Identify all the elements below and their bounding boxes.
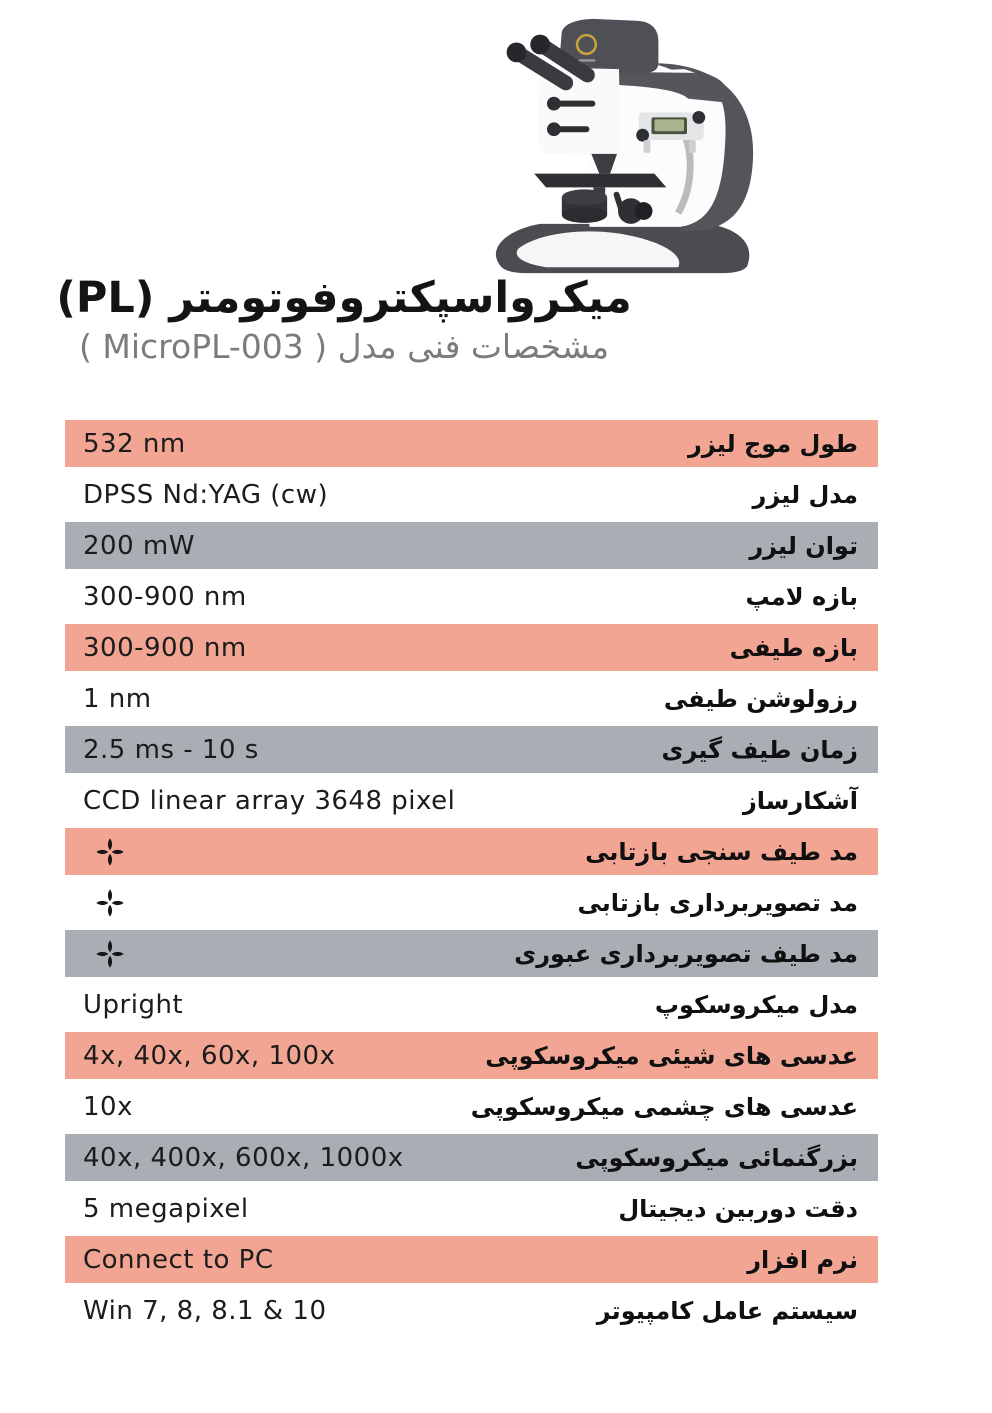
spec-row bbox=[65, 420, 878, 467]
spec-row bbox=[65, 522, 878, 569]
page-subtitle: مشخصات فنی مدل ( MicroPL-003 ) bbox=[79, 327, 609, 367]
spec-value: 4x, 40x, 60x, 100x bbox=[83, 1040, 336, 1071]
spec-label: سیستم عامل کامپیوتر bbox=[596, 1296, 858, 1325]
spec-value: 300-900 nm bbox=[83, 581, 247, 612]
spec-label: زمان طیف گیری bbox=[661, 735, 858, 764]
spec-row bbox=[65, 1032, 878, 1079]
spec-value: DPSS Nd:YAG (cw) bbox=[83, 479, 329, 510]
spec-label: طول موج لیزر bbox=[688, 429, 858, 458]
spec-value: 200 mW bbox=[83, 530, 195, 561]
spec-row bbox=[65, 879, 878, 926]
spec-label: رزولوشن طیفی bbox=[663, 684, 858, 713]
spec-label: نرم افزار bbox=[747, 1245, 858, 1274]
spec-value bbox=[65, 888, 125, 918]
spec-row bbox=[65, 1083, 878, 1130]
spec-row bbox=[65, 624, 878, 671]
spec-value: 2.5 ms - 10 s bbox=[83, 734, 259, 765]
spec-label: بزرگنمائی میکروسکوپی bbox=[575, 1143, 858, 1172]
spec-label: آشکارساز bbox=[742, 786, 858, 815]
spec-row bbox=[65, 573, 878, 620]
spec-label: مد تصویربرداری بازتابی bbox=[577, 888, 858, 917]
spec-value: 300-900 nm bbox=[83, 632, 247, 663]
spec-row bbox=[65, 726, 878, 773]
spec-value: Upright bbox=[83, 989, 184, 1020]
spec-value: 1 nm bbox=[83, 683, 152, 714]
spec-value bbox=[65, 939, 125, 969]
spec-label: دقت دوربین دیجیتال bbox=[618, 1194, 858, 1223]
spec-value: 40x, 400x, 600x, 1000x bbox=[83, 1142, 404, 1173]
stage bbox=[534, 174, 666, 188]
spec-label: توان لیزر bbox=[749, 531, 858, 560]
page-title: میکرواسپکتروفوتومتر (PL) bbox=[56, 273, 632, 323]
microscope-image bbox=[443, 8, 791, 284]
spec-value: Win 7, 8, 8.1 & 10 bbox=[83, 1295, 327, 1326]
four-petal-asterisk-icon bbox=[95, 888, 125, 918]
spec-label: مد طیف سنجی بازتابی bbox=[585, 837, 858, 866]
four-petal-asterisk-icon bbox=[95, 939, 125, 969]
spec-value: Connect to PC bbox=[83, 1244, 274, 1275]
spec-label: مد طیف تصویربرداری عبوری bbox=[514, 939, 858, 968]
spec-value: 532 nm bbox=[83, 428, 186, 459]
spec-row bbox=[65, 471, 878, 518]
spec-row bbox=[65, 1287, 878, 1334]
spec-table bbox=[65, 420, 878, 1338]
spec-row bbox=[65, 777, 878, 824]
spec-value bbox=[65, 837, 125, 867]
spec-label: عدسی های چشمی میکروسکوپی bbox=[470, 1092, 858, 1121]
spec-label: بازه طیفی bbox=[729, 633, 858, 662]
spec-label: مدل لیزر bbox=[752, 480, 858, 509]
spec-value: 5 megapixel bbox=[83, 1193, 249, 1224]
spec-row bbox=[65, 828, 878, 875]
spec-label: عدسی های شیئی میکروسکوپی bbox=[485, 1041, 858, 1070]
spec-row bbox=[65, 1185, 878, 1232]
spec-row bbox=[65, 930, 878, 977]
spec-label: مدل میکروسکوپ bbox=[654, 990, 858, 1019]
spec-value: CCD linear array 3648 pixel bbox=[83, 785, 456, 816]
spec-row bbox=[65, 675, 878, 722]
spec-row bbox=[65, 981, 878, 1028]
four-petal-asterisk-icon bbox=[95, 837, 125, 867]
spec-row bbox=[65, 1236, 878, 1283]
spec-value: 10x bbox=[83, 1091, 133, 1122]
title-block bbox=[38, 274, 650, 367]
spec-row bbox=[65, 1134, 878, 1181]
spec-label: بازه لامپ bbox=[745, 582, 858, 611]
